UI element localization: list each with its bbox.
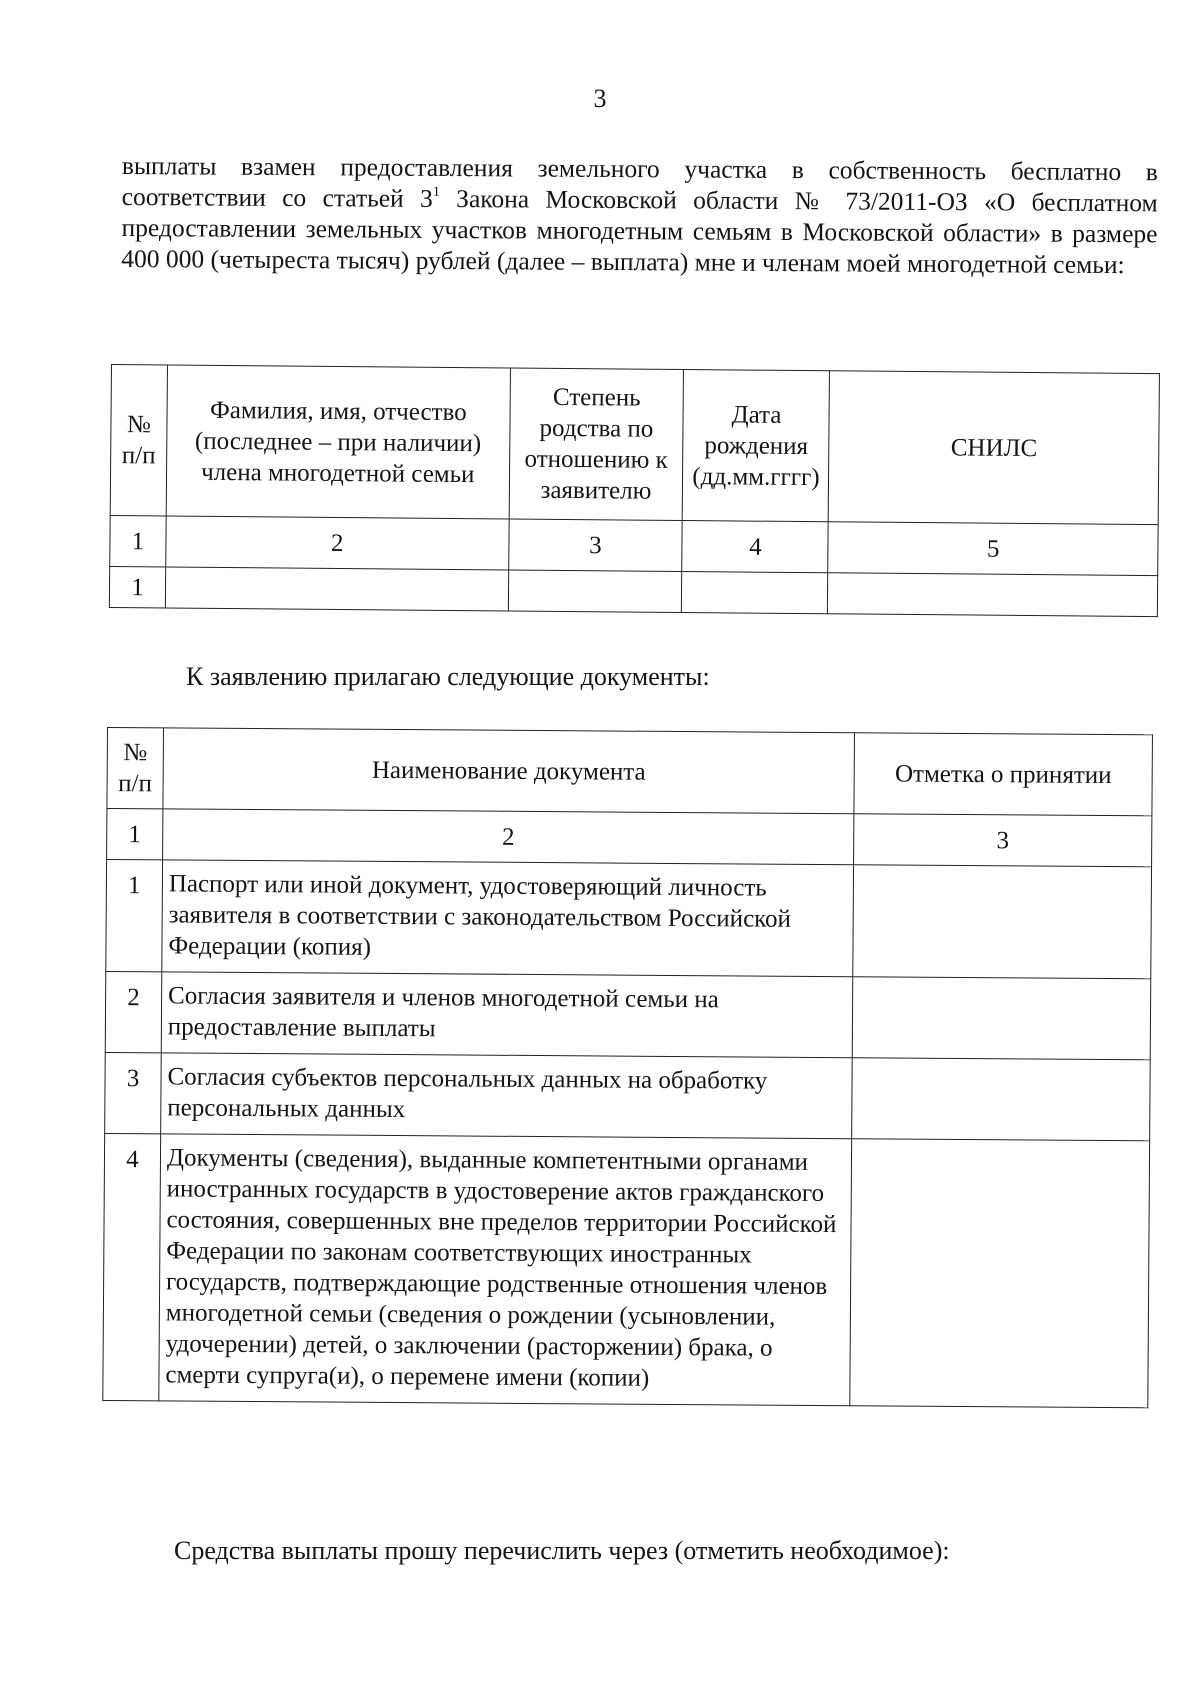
intro-superscript: 1 [432,184,440,200]
docs-row-mark[interactable] [852,1058,1150,1141]
documents-table [102,727,1153,1408]
family-row-snils[interactable] [828,573,1158,617]
docs-table-colnum-row [107,809,1152,867]
docs-row-num: 2 [105,971,162,1052]
docs-row-num: 4 [103,1133,161,1400]
page-number: 3 [593,84,607,113]
docs-row-mark[interactable] [852,977,1150,1060]
docs-row-name: Документы (сведения), выданные компетентными органами иностранных государств в удостоверение актов гражданского состояния, совершенных вне пределов территории Российской Федерации по законам соответствующих иностранных государств, подтверждающие родственные отношения членов многодетной семьи (сведения о рождении (усыновлении, удочерении) детей, о заключении (расторжении) брака, о смерти супруга(и), о перемене имени (копии) [159,1134,852,1406]
docs-header-mark: Отметка о принятии [854,733,1152,816]
family-header-birth: Дата рождения (дд.мм.гггг) [683,370,830,522]
family-colnum: 3 [508,519,682,572]
family-row-birth[interactable] [682,571,828,613]
payment-method-label: Средства выплаты прошу перечислить через (отметить необходимое): [174,1536,950,1565]
table-row [103,1133,1150,1407]
docs-row-mark[interactable] [853,865,1152,979]
family-row-relation[interactable] [508,570,682,613]
docs-row-name: Согласия субъектов персональных данных на обработку персональных данных [161,1053,853,1139]
docs-row-name: Паспорт или иной документ, удостоверяющий личность заявителя в соответствии с законодательством Российской Федерации (копия) [162,860,854,977]
family-header-num: № п/п [110,365,167,516]
docs-table-header-row [107,728,1153,816]
docs-header-num: № п/п [107,728,164,809]
family-colnum: 5 [828,522,1158,576]
documents-label: К заявлению прилагаю следующие документы: [186,662,710,691]
docs-row-num: 1 [106,860,163,972]
docs-colnum: 2 [163,809,855,865]
family-colnum: 1 [110,515,166,566]
intro-text-part1: выплаты взамен предоставления земельного участка в собственность бесплатно в соответствии со статьей 3 [121,150,1158,213]
docs-colnum: 1 [107,809,163,860]
family-table-header-row [110,365,1159,525]
family-colnum: 4 [682,520,828,572]
docs-row-mark[interactable] [850,1139,1150,1408]
family-table-colnum-row [110,515,1158,575]
docs-header-name: Наименование документа [163,728,855,814]
family-header-snils: СНИЛС [829,371,1160,525]
docs-colnum: 3 [854,814,1152,867]
table-row [106,860,1152,979]
table-row [109,566,1157,616]
table-row [105,1052,1151,1140]
docs-row-num: 3 [105,1052,162,1133]
family-header-relation: Степень родства по отношению к заявителю [509,368,684,521]
family-row-num: 1 [109,566,165,607]
family-header-name: Фамилия, имя, отчество (последнее – при наличии) члена многодетной семьи [166,365,510,519]
intro-paragraph [121,150,1158,280]
intro-text-part2: Закона Московской области № 73/2011-ОЗ «О бесплатном предоставлении земельных участков многодетным семьям в Московской области» в размере 400 000 (четыреста тысяч) рублей (далее – выплата) мне и членам моей многодетной семьи: [121,183,1158,280]
family-row-name[interactable] [165,567,508,611]
docs-row-name: Согласия заявителя и членов многодетной семьи на предоставление выплаты [161,972,853,1058]
family-colnum: 2 [166,516,509,570]
family-members-table [109,364,1160,617]
table-row [105,971,1151,1059]
